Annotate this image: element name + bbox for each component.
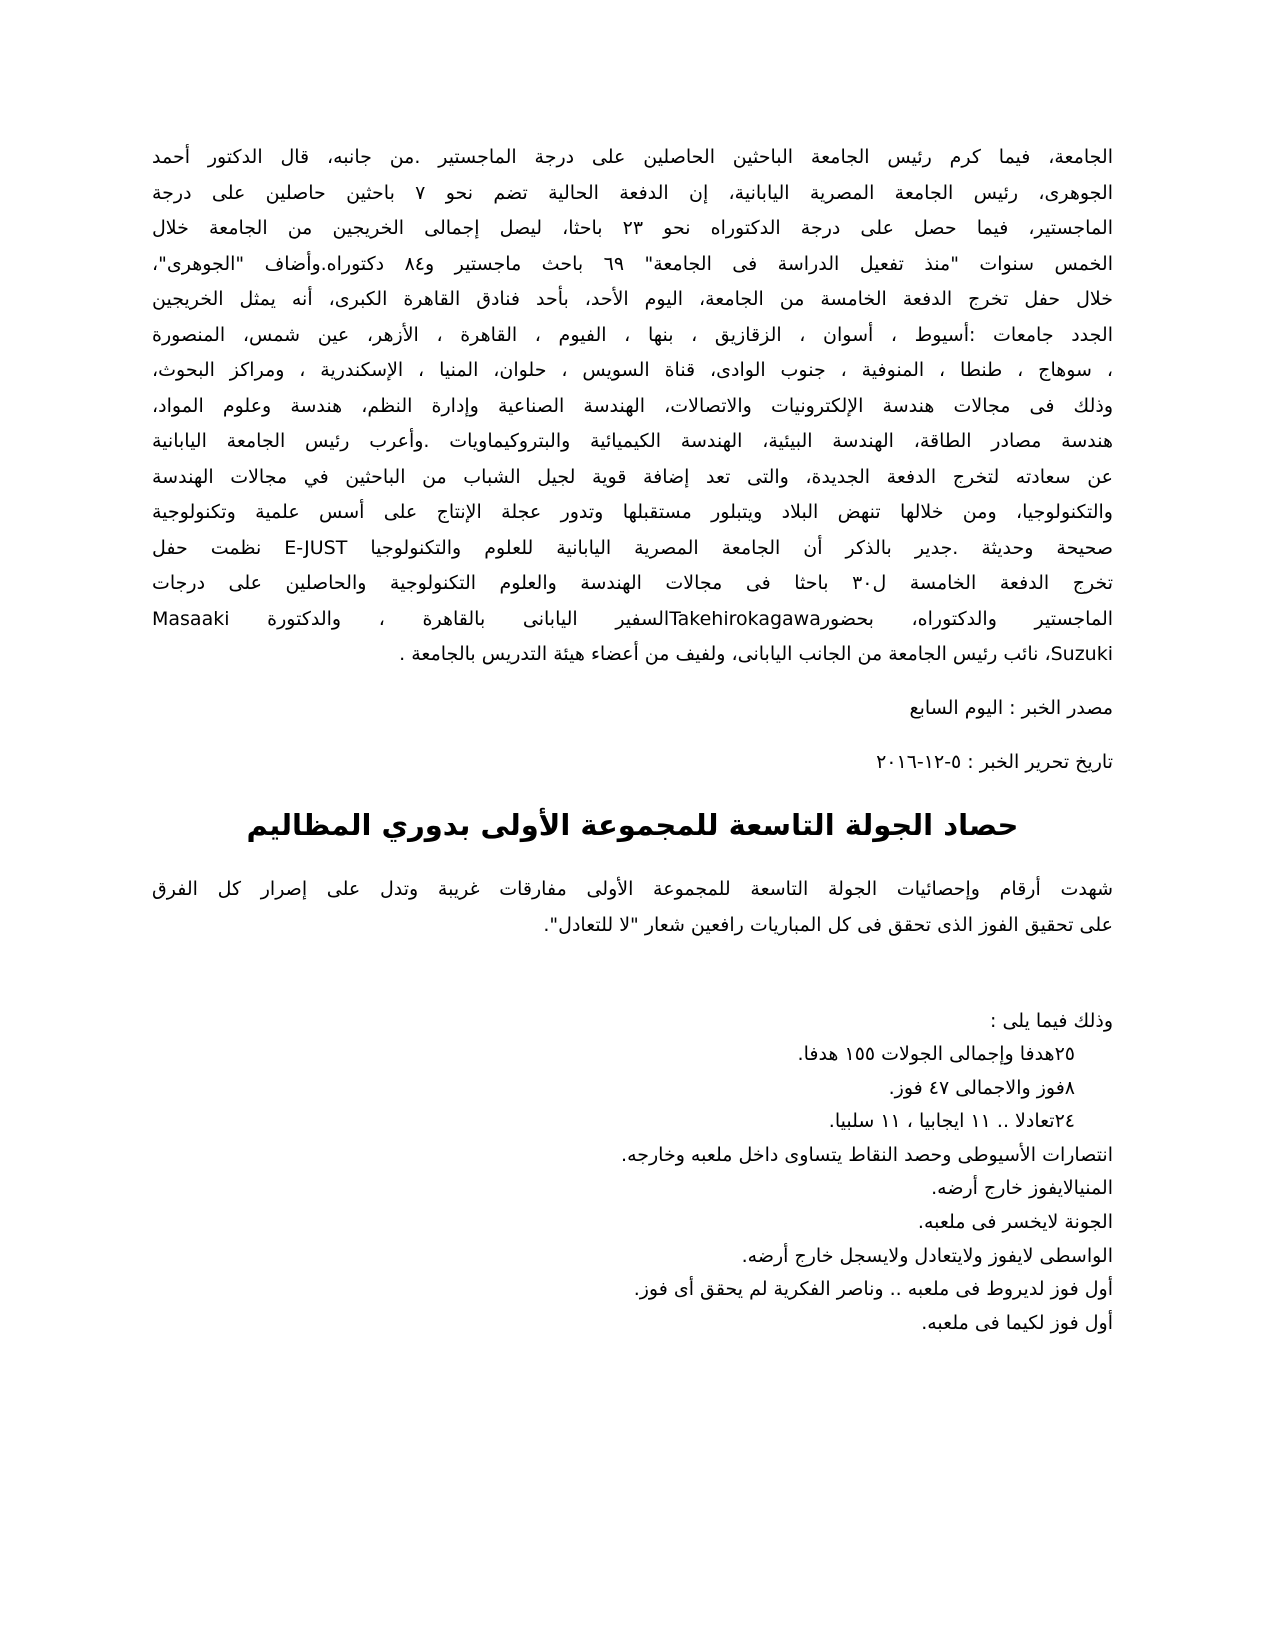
article-line: والتكنولوجيا، ومن خلالها تنهض البلاد ويتبلور مستقبلها وتدور عجلة الإنتاج على أسس علمية وتكنولوجية — [152, 501, 1113, 523]
article-line: الماجستير، فيما حصل على درجة الدكتوراه نحو ٢٣ باحثا، ليصل إجمالى الخريجين من الجامعة خلال — [152, 217, 1113, 239]
note-item: أول فوز لديروط فى ملعبه .. وناصر الفكرية لم يحقق أى فوز. — [633, 1278, 1113, 1301]
intro-line: شهدت أرقام وإحصائيات الجولة التاسعة للمجموعة الأولى مفارقات غريبة وتدل على إصرار كل الفرق — [152, 877, 1113, 900]
intro-line: على تحقيق الفوز الذى تحقق فى كل المباريات رافعين شعار "لا للتعادل". — [543, 913, 1113, 936]
article-line: الماجستير والدكتوراه، بحضورTakehirokagawaالسفير اليابانى بالقاهرة ، والدكتورة Masaaki — [152, 607, 1113, 630]
document-page — [152, 140, 1113, 1340]
note-item: انتصارات الأسيوطى وحصد النقاط يتساوى داخل ملعبه وخارجه. — [621, 1143, 1113, 1166]
article-line: الخمس سنوات "منذ تفعيل الدراسة فى الجامعة" ٦٩ باحث ماجستير و٨٤ دكتوراه.وأضاف "الجوهرى"، — [152, 252, 1113, 275]
article-line: وذلك فى مجالات هندسة الإلكترونيات والاتصالات، الهندسة الصناعية وإدارة النظم، هندسة وعلوم المواد، — [152, 394, 1113, 417]
article-headline: حصاد الجولة التاسعة للمجموعة الأولى بدوري المظاليم — [246, 807, 1019, 842]
article-line: خلال حفل تخرج الدفعة الخامسة من الجامعة، اليوم الأحد، بأحد فنادق القاهرة الكبرى، أنه يمثل الخريجين — [152, 288, 1113, 310]
stat-item: ٢٤تعادلا .. ١١ ايجابيا ، ١١ سلبيا. — [828, 1110, 1075, 1133]
article-line: الجوهرى، رئيس الجامعة المصرية اليابانية، إن الدفعة الحالية تضم نحو ٧ باحثين حاصلين على درجة — [152, 181, 1113, 204]
list-intro: وذلك فيما يلى : — [990, 1009, 1113, 1032]
article-line: عن سعادته لتخرج الدفعة الجديدة، والتى تعد إضافة قوية لجيل الشباب من الباحثين في مجالات الهندسة — [152, 465, 1113, 488]
article-line: تخرج الدفعة الخامسة ل٣٠ باحثا فى مجالات الهندسة والعلوم التكنولوجية والحاصلين على درجات — [152, 572, 1113, 594]
news-source: مصدر الخبر : اليوم السابع — [909, 696, 1113, 719]
note-item: الجونة لايخسر فى ملعبه. — [917, 1211, 1113, 1234]
news-date: تاريخ تحرير الخبر : ٥-١٢-٢٠١٦ — [876, 750, 1113, 773]
stats-list — [152, 1005, 1113, 1341]
intro-paragraph — [152, 871, 1113, 943]
stat-item: ٢٥هدفا وإجمالى الجولات ١٥٥ هدفا. — [797, 1043, 1075, 1066]
article-line: الجامعة، فيما كرم رئيس الجامعة الباحثين الحاصلين على درجة الماجستير .من جانبه، قال الدكتور أحمد — [152, 146, 1113, 168]
article-body — [152, 140, 1113, 673]
article-line: هندسة مصادر الطاقة، الهندسة البيئية، الهندسة الكيميائية والبتروكيماويات .وأعرب رئيس الجامعة اليابانية — [152, 430, 1113, 452]
note-item: الواسطى لايفوز ولايتعادل ولايسجل خارج أرضه. — [741, 1244, 1113, 1267]
stat-item: ٨فوز والاجمالى ٤٧ فوز. — [888, 1076, 1075, 1099]
article-line: ، سوهاج ، طنطا ، المنوفية ، جنوب الوادى، قناة السويس ، حلوان، المنيا ، الإسكندرية ، ومراكز البحوث، — [152, 359, 1113, 381]
article-line: Suzuki، نائب رئيس الجامعة من الجانب اليابانى، ولفيف من أعضاء هيئة التدريس بالجامعة . — [399, 643, 1113, 665]
note-item: المنيالايفوز خارج أرضه. — [931, 1177, 1113, 1200]
article-line: صحيحة وحديثة .جدير بالذكر أن الجامعة المصرية اليابانية للعلوم والتكنولوجيا E-JUST نظمت حفل — [152, 536, 1113, 559]
article-line: الجدد جامعات :أسيوط ، أسوان ، الزقازيق ، بنها ، الفيوم ، القاهرة ، الأزهر، عين شمس، المنصورة — [152, 323, 1113, 346]
note-item: أول فوز لكيما فى ملعبه. — [921, 1311, 1113, 1334]
